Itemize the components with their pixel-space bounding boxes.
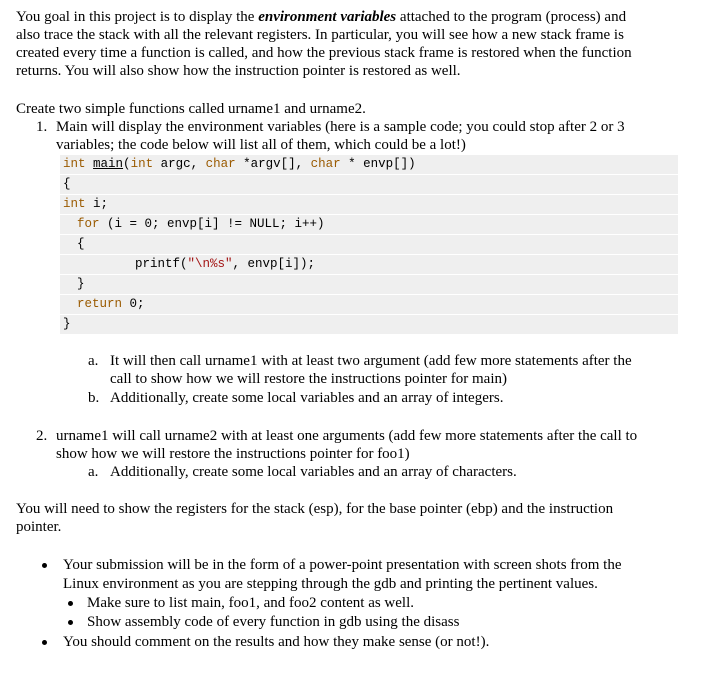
bullet-icon bbox=[42, 563, 47, 568]
code-text: (i = 0; envp[i] != NULL; i++) bbox=[99, 217, 325, 231]
code-text: argc, bbox=[153, 157, 206, 171]
bullet-icon bbox=[42, 640, 47, 645]
code-keyword: int bbox=[63, 157, 86, 171]
sub-bullet-icon bbox=[68, 601, 73, 606]
code-line-2: { bbox=[63, 177, 71, 191]
code-text: *argv[], bbox=[235, 157, 311, 171]
code-string: "\n%s" bbox=[187, 257, 233, 271]
create-functions-text: Create two simple functions called urname1 and urname2. bbox=[16, 101, 366, 117]
intro-text: You goal in this project is to display the bbox=[16, 9, 259, 25]
bullet-2-text: You should comment on the results and how they make sense (or not!). bbox=[63, 634, 490, 650]
code-line-5: { bbox=[77, 237, 85, 251]
code-text: , envp[i]); bbox=[232, 257, 316, 271]
code-line-9: } bbox=[63, 317, 71, 331]
item-1-number: 1. bbox=[36, 119, 48, 135]
registers-line-1: You will need to show the registers for the stack (esp), for the base pointer (ebp) and the instruction bbox=[16, 501, 614, 517]
code-text: * envp[]) bbox=[340, 157, 416, 171]
code-function-name: main bbox=[93, 157, 124, 171]
code-text: 0; bbox=[122, 297, 145, 311]
sub-b-label: b. bbox=[88, 390, 100, 406]
item-1-line-2: variables; the code below will list all of them, which could be a lot!) bbox=[56, 137, 466, 153]
code-keyword: char bbox=[310, 157, 341, 171]
sub-bullet-icon bbox=[68, 620, 73, 625]
code-line-6 bbox=[135, 255, 315, 274]
intro-line-2: also trace the stack with all the relevant registers. In particular, you will see how a new stack frame is bbox=[16, 27, 624, 43]
bullet-1-line-1: Your submission will be in the form of a power-point presentation with screen shots from the bbox=[63, 557, 622, 573]
intro-line-1 bbox=[16, 8, 626, 26]
code-line-1 bbox=[63, 155, 416, 174]
sub-a-line-1: It will then call urname1 with at least two argument (add few more statements after the bbox=[110, 353, 632, 369]
code-line-8 bbox=[77, 295, 145, 314]
item-2-sub-a-line: Additionally, create some local variables and an array of characters. bbox=[110, 464, 517, 480]
intro-line-3: created every time a function is called, and how the previous stack frame is restored when the function bbox=[16, 45, 632, 61]
bullet-1a-text: Make sure to list main, foo1, and foo2 content as well. bbox=[87, 595, 415, 611]
item-2-line-2: show how we will restore the instructions pointer for foo1) bbox=[56, 446, 410, 462]
item-2-line-1: urname1 will call urname2 with at least one arguments (add few more statements after the call to bbox=[56, 428, 638, 444]
code-text: i; bbox=[85, 197, 109, 211]
registers-line-2: pointer. bbox=[16, 519, 62, 535]
intro-line-4: returns. You will also show how the instruction pointer is restored as well. bbox=[16, 63, 461, 79]
item-1-line-1: Main will display the environment variables (here is a sample code; you could stop after 2 or 3 bbox=[56, 119, 625, 135]
bullet-1b-text: Show assembly code of every function in gdb using the disass bbox=[87, 614, 460, 630]
code-keyword: char bbox=[205, 157, 236, 171]
item-2-sub-a-label: a. bbox=[88, 464, 99, 480]
code-keyword: int bbox=[63, 197, 86, 211]
code-keyword: for bbox=[77, 217, 100, 231]
code-keyword: int bbox=[130, 157, 154, 171]
sub-b-line-1: Additionally, create some local variables and an array of integers. bbox=[110, 390, 504, 406]
sub-a-line-2: call to show how we will restore the instructions pointer for main) bbox=[110, 371, 507, 387]
sub-a-label: a. bbox=[88, 353, 99, 369]
intro-text-tail: attached to the program (process) and bbox=[396, 9, 627, 25]
item-2-number: 2. bbox=[36, 428, 48, 444]
code-text: printf( bbox=[135, 257, 188, 271]
intro-emphasis: environment variables bbox=[258, 9, 397, 25]
code-keyword: return bbox=[77, 297, 123, 311]
code-line-3 bbox=[63, 195, 108, 214]
bullet-1-line-2: Linux environment as you are stepping through the gdb and printing the pertinent values. bbox=[63, 576, 598, 592]
code-line-7: } bbox=[77, 277, 85, 291]
code-line-4 bbox=[77, 215, 325, 234]
code-text: ( bbox=[123, 157, 131, 171]
